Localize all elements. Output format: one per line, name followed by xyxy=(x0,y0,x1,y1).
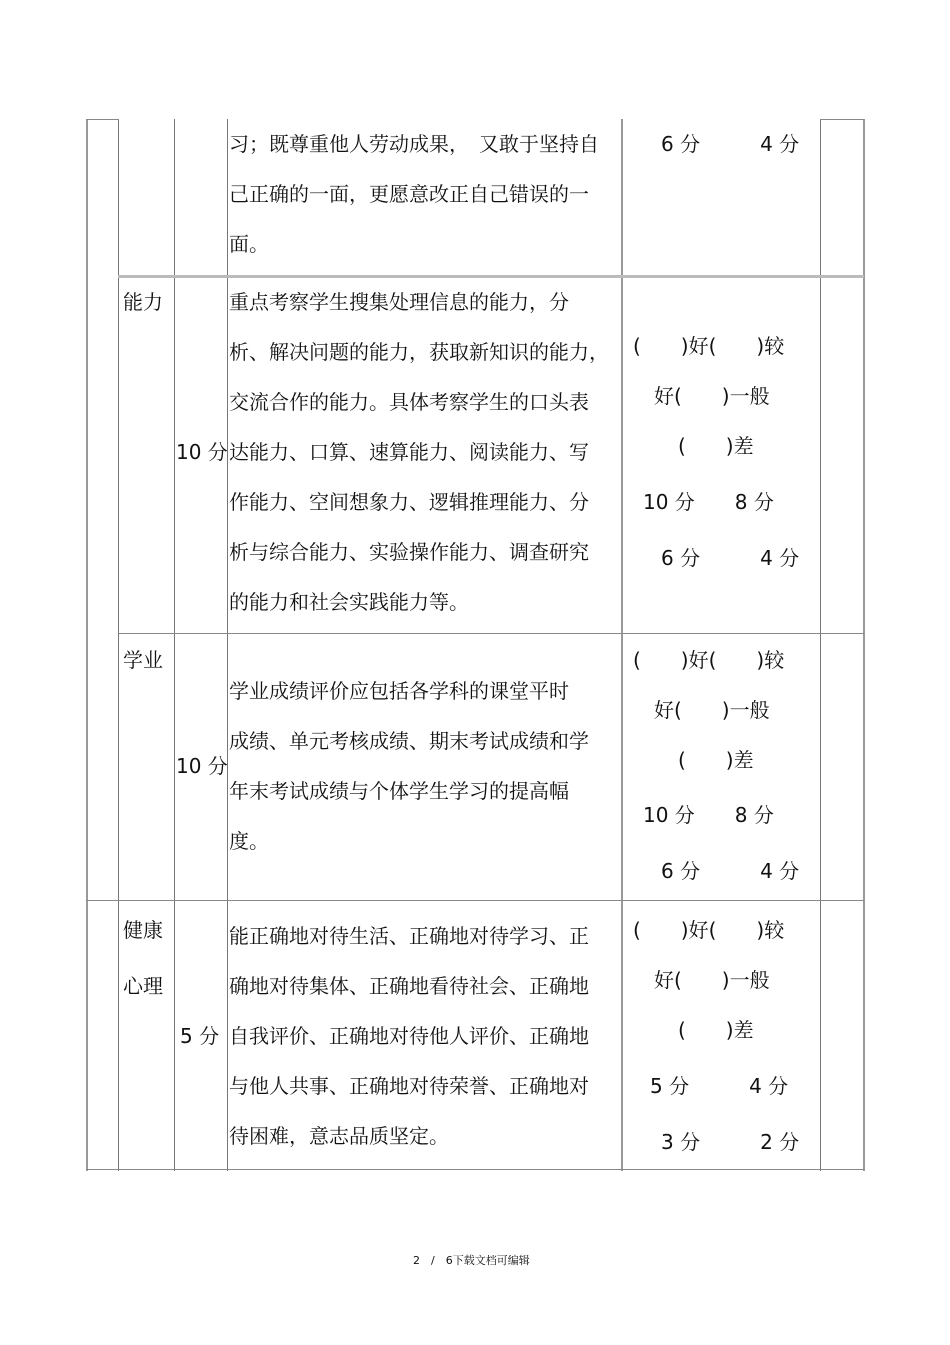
description-line: 重点考察学生搜集处理信息的能力，分 xyxy=(229,290,569,314)
grade-line: 10 分 8 分 xyxy=(643,490,774,514)
grade-line: 3 分 2 分 xyxy=(661,1130,800,1154)
description-line: 的能力和社会实践能力等。 xyxy=(229,590,469,614)
grade-line: 10 分 8 分 xyxy=(643,803,774,827)
category-label-line2: 心理 xyxy=(123,974,163,998)
page-footer: 2 / 6下载文档可编辑 xyxy=(413,1254,530,1267)
grade-line: 6 分 4 分 xyxy=(661,859,800,883)
description-line: 作能力、空间想象力、逻辑推理能力、分 xyxy=(229,490,589,514)
points-label: 10 分 xyxy=(176,754,228,778)
description-line: 析与综合能力、实验操作能力、调查研究 xyxy=(229,540,589,564)
grade-line: 好( )一般 xyxy=(654,968,770,992)
grade-line: ( )好( )较 xyxy=(633,334,785,358)
grade-line: 6 分 4 分 xyxy=(661,132,800,156)
description-line: 习；既尊重他人劳动成果， 又敢于坚持自 xyxy=(229,132,599,156)
category-label: 能力 xyxy=(123,290,163,314)
description-line: 成绩、单元考核成绩、期末考试成绩和学 xyxy=(229,729,589,753)
grade-line: 好( )一般 xyxy=(654,384,770,408)
grade-line: 5 分 4 分 xyxy=(650,1074,789,1098)
grade-line: ( )好( )较 xyxy=(633,648,785,672)
description-line: 交流合作的能力。具体考察学生的口头表 xyxy=(229,390,589,414)
grade-line: ( )差 xyxy=(678,434,754,458)
grade-line: ( )差 xyxy=(678,748,754,772)
grade-line: ( )好( )较 xyxy=(633,918,785,942)
row-divider xyxy=(118,275,864,278)
description-line: 待困难，意志品质坚定。 xyxy=(229,1124,449,1148)
row-divider xyxy=(820,119,864,120)
description-line: 学业成绩评价应包括各学科的课堂平时 xyxy=(229,679,569,703)
category-label: 健康 xyxy=(123,918,163,942)
description-line: 与他人共事、正确地对待荣誉、正确地对 xyxy=(229,1074,589,1098)
description-line: 能正确地对待生活、正确地对待学习、正 xyxy=(229,924,589,948)
description-line: 己正确的一面，更愿意改正自己错误的一 xyxy=(229,182,589,206)
description-line: 达能力、口算、速算能力、阅读能力、写 xyxy=(229,440,589,464)
row-divider xyxy=(118,633,864,634)
points-label: 10 分 xyxy=(176,440,228,464)
row-divider xyxy=(86,119,119,120)
category-label: 学业 xyxy=(123,648,163,672)
points-label: 5 分 xyxy=(180,1024,220,1048)
description-line: 年末考试成绩与个体学生学习的提高幅 xyxy=(229,779,569,803)
description-line: 确地对待集体、正确地看待社会、正确地 xyxy=(229,974,589,998)
row-divider xyxy=(86,900,864,901)
grade-line: 6 分 4 分 xyxy=(661,546,800,570)
description-line: 析、解决问题的能力，获取新知识的能力， xyxy=(229,340,609,364)
description-line: 自我评价、正确地对待他人评价、正确地 xyxy=(229,1024,589,1048)
description-line: 度。 xyxy=(229,829,269,853)
description-line: 面。 xyxy=(229,232,269,256)
table-border-left xyxy=(86,119,88,1171)
grade-line: 好( )一般 xyxy=(654,698,770,722)
grade-line: ( )差 xyxy=(678,1018,754,1042)
table-border-bottom xyxy=(86,1169,864,1170)
